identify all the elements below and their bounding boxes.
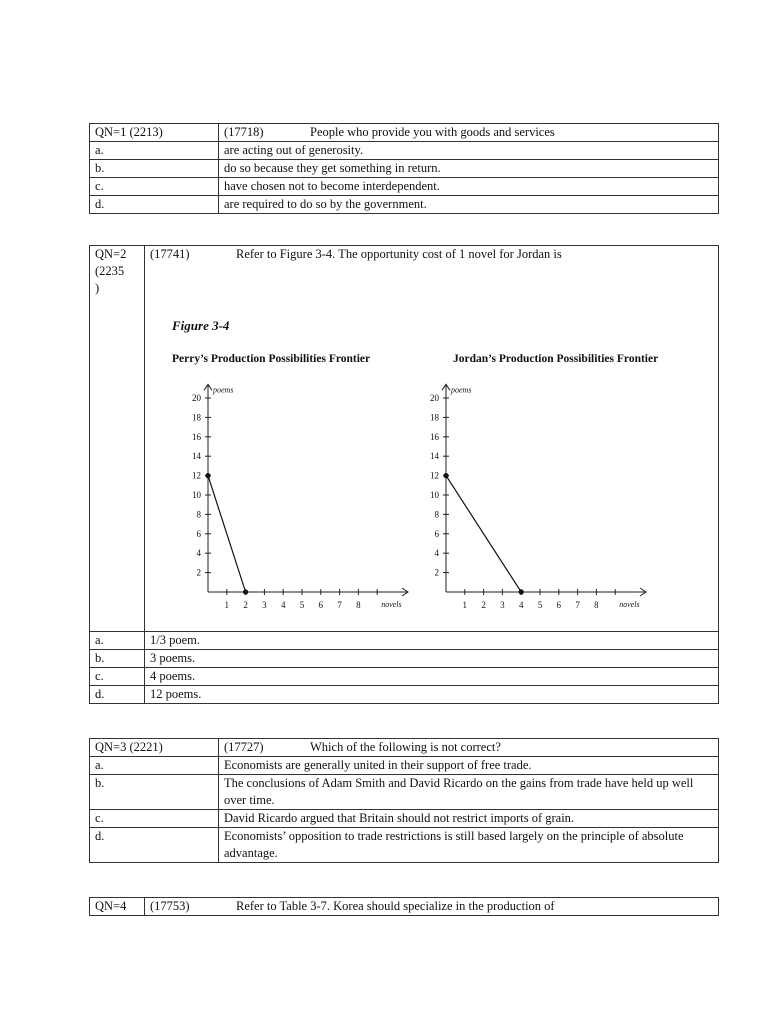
question-1-header-row [90, 124, 719, 142]
x-tick-label: 1 [462, 600, 468, 610]
question-2-id: QN=2 (2235 ) [90, 246, 145, 632]
option-text: Economists are generally united in their support of free trade. [219, 757, 719, 775]
option-letter: d. [90, 196, 219, 214]
y-tick-label: 20 [192, 393, 201, 403]
x-tick-label: 7 [575, 600, 580, 610]
option-letter: b. [90, 160, 219, 178]
option-text: 4 poems. [145, 668, 719, 686]
question-1-option-b[interactable] [90, 160, 719, 178]
x-tick-label: 2 [481, 600, 486, 610]
option-letter: c. [90, 178, 219, 196]
y-tick-label: 12 [430, 470, 439, 481]
option-letter: c. [90, 810, 219, 828]
option-letter: b. [90, 650, 145, 668]
question-1-id: QN=1 (2213) [90, 124, 219, 142]
y-tick-label: 4 [434, 548, 439, 559]
question-3-option-c[interactable] [90, 810, 719, 828]
x-tick-label: 3 [262, 600, 267, 610]
question-2-option-c[interactable] [90, 668, 719, 686]
question-1-stem-id: (17718) [224, 125, 264, 139]
x-tick-label: 1 [224, 600, 230, 610]
jordan-ppf-chart [408, 378, 648, 618]
y-tick-label: 14 [430, 451, 439, 462]
option-text: 1/3 poem. [145, 632, 719, 650]
question-3-stem: Which of the following is not correct? [310, 740, 501, 754]
ppf-line [208, 476, 246, 592]
x-tick-label: 5 [537, 600, 543, 610]
question-4-stem-cell [145, 898, 719, 916]
x-tick-label: 2 [243, 600, 248, 610]
x-tick-label: 8 [594, 600, 599, 610]
question-3-stem-cell [219, 739, 719, 757]
y-tick-label: 6 [434, 528, 439, 539]
y-tick-label: 10 [192, 490, 201, 500]
option-text: David Ricardo argued that Britain should not restrict imports of grain. [219, 810, 719, 828]
x-tick-label: 6 [318, 600, 324, 610]
x-axis-label: novels [619, 600, 640, 609]
perry-ppf-title: Perry’s Production Possibilities Frontier [172, 353, 371, 365]
option-letter: b. [90, 775, 219, 810]
x-tick-label: 8 [356, 600, 361, 610]
y-tick-label: 2 [434, 567, 439, 578]
question-3-option-a[interactable] [90, 757, 719, 775]
question-3-id: QN=3 (2221) [90, 739, 219, 757]
option-letter: c. [90, 668, 145, 686]
y-axis-label: poems [451, 385, 472, 395]
question-1-option-d[interactable] [90, 196, 719, 214]
question-1-option-a[interactable] [90, 142, 719, 160]
y-tick-label: 16 [192, 431, 201, 442]
y-tick-label: 8 [434, 509, 439, 520]
option-letter: a. [90, 142, 219, 160]
option-letter: d. [90, 828, 219, 863]
question-4-header-row [90, 898, 719, 916]
question-3-option-b[interactable] [90, 775, 719, 810]
option-text: are acting out of generosity. [219, 142, 719, 160]
question-1-option-c[interactable] [90, 178, 719, 196]
x-tick-label: 4 [518, 600, 524, 610]
option-text: The conclusions of Adam Smith and David Ricardo on the gains from trade have held up well over time. [219, 775, 719, 810]
perry-ppf-chart [170, 378, 410, 618]
y-tick-label: 10 [430, 490, 439, 500]
y-tick-label: 14 [192, 451, 201, 462]
question-2-option-b[interactable] [90, 650, 719, 668]
option-letter: a. [90, 632, 145, 650]
question-3-stem-id: (17727) [224, 740, 264, 754]
y-tick-label: 6 [196, 528, 201, 539]
y-tick-label: 8 [196, 509, 201, 520]
x-tick-label: 4 [280, 600, 286, 610]
question-4-id: QN=4 [90, 898, 145, 916]
y-tick-label: 18 [430, 412, 439, 423]
question-4-stem-id: (17753) [150, 899, 190, 913]
question-2-option-d[interactable] [90, 686, 719, 704]
figure-title: Figure 3-4 [172, 318, 230, 333]
question-3-option-d[interactable] [90, 828, 719, 863]
question-2-stem-id: (17741) [150, 247, 190, 261]
option-text: 12 poems. [145, 686, 719, 704]
question-3-header-row [90, 739, 719, 757]
x-tick-label: 3 [500, 600, 505, 610]
y-tick-label: 18 [192, 412, 201, 423]
y-tick-label: 4 [196, 548, 201, 559]
y-tick-label: 20 [430, 393, 439, 403]
ppf-point [243, 589, 248, 594]
x-axis-label: novels [381, 600, 402, 609]
ppf-line [446, 476, 521, 592]
option-text: 3 poems. [145, 650, 719, 668]
y-tick-label: 12 [192, 470, 201, 481]
y-axis-label: poems [213, 385, 234, 395]
x-tick-label: 5 [299, 600, 305, 610]
y-tick-label: 2 [196, 567, 201, 578]
jordan-ppf-title: Jordan’s Production Possibilities Frontier [453, 353, 659, 365]
x-tick-label: 7 [337, 600, 342, 610]
question-4-stem: Refer to Table 3-7. Korea should specialize in the production of [236, 899, 555, 913]
question-1-table [89, 123, 719, 214]
question-1-stem: People who provide you with goods and services [310, 125, 555, 139]
option-letter: d. [90, 686, 145, 704]
ppf-point [443, 473, 448, 478]
question-4-table [89, 897, 719, 916]
ppf-point [205, 473, 210, 478]
question-3-table [89, 738, 719, 863]
option-letter: a. [90, 757, 219, 775]
option-text: do so because they get something in return. [219, 160, 719, 178]
ppf-point [519, 589, 524, 594]
y-tick-label: 16 [430, 431, 439, 442]
question-1-stem-cell [219, 124, 719, 142]
question-2-option-a[interactable] [90, 632, 719, 650]
option-text: have chosen not to become interdependent. [219, 178, 719, 196]
option-text: Economists’ opposition to trade restrictions is still based largely on the principle of absolute advantage. [219, 828, 719, 863]
x-tick-label: 6 [556, 600, 562, 610]
question-2-stem: Refer to Figure 3-4. The opportunity cost of 1 novel for Jordan is [236, 247, 562, 261]
option-text: are required to do so by the government. [219, 196, 719, 214]
